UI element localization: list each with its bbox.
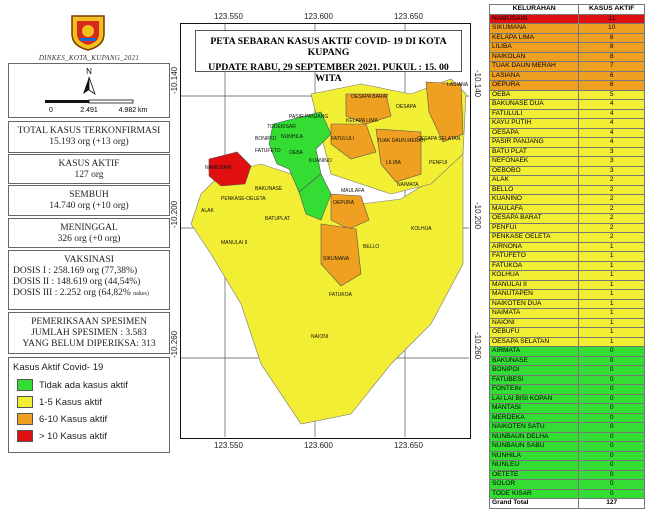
scale-bar-box <box>8 63 170 118</box>
info-panel <box>4 4 170 453</box>
kasus-value: 10 <box>579 24 645 34</box>
place-label: KUANINO <box>309 158 332 164</box>
kelurahan-name: NAIONI <box>490 318 579 328</box>
active-cases-label: KASUS AKTIF <box>58 159 120 169</box>
table-row <box>490 299 645 309</box>
table-row <box>490 62 645 72</box>
kelurahan-name: BAKUNASE DUA <box>490 100 579 110</box>
case-table-wrap <box>489 4 645 507</box>
table-row <box>490 176 645 186</box>
place-label: NAMOSAIN <box>205 165 232 171</box>
kelurahan-name: TUAK DAUN MERAH <box>490 62 579 72</box>
table-row <box>490 252 645 262</box>
specimen-box <box>8 312 170 354</box>
north-arrow-icon <box>83 77 95 94</box>
specimen-pending: YANG BELUM DIPERIKSA: 313 <box>22 339 156 349</box>
table-row <box>490 290 645 300</box>
kelurahan-name: SIKUMANA <box>490 24 579 34</box>
scale-segment <box>45 100 89 103</box>
place-label: SIKUMANA <box>323 256 350 262</box>
kasus-value: 2 <box>579 223 645 233</box>
coord-left-2: -10.260 <box>170 330 179 358</box>
deaths-box <box>8 218 170 248</box>
kasus-value: 0 <box>579 442 645 452</box>
table-row <box>490 404 645 414</box>
kelurahan-name: AIRMATA <box>490 347 579 357</box>
table-row <box>490 261 645 271</box>
legend-swatch <box>17 430 33 442</box>
kelurahan-name: OEBOBO <box>490 166 579 176</box>
table-row <box>490 223 645 233</box>
kelurahan-name: BONIPOI <box>490 366 579 376</box>
table-row <box>490 442 645 452</box>
kasus-value: 0 <box>579 451 645 461</box>
kelurahan-name: FATUFETO <box>490 252 579 262</box>
table-row <box>490 71 645 81</box>
table-row <box>490 461 645 471</box>
deaths-label: MENINGGAL <box>60 223 118 233</box>
place-label: BELLO <box>363 244 380 250</box>
kelurahan-name: BAKUNASE <box>490 356 579 366</box>
north-label: N <box>86 67 92 76</box>
kasus-value: 2 <box>579 195 645 205</box>
map-canvas <box>180 23 471 439</box>
coord-top-2: 123.650 <box>394 12 423 21</box>
kelurahan-name: PENFUI <box>490 223 579 233</box>
kasus-value: 3 <box>579 166 645 176</box>
kelurahan-name: LAI LAI BISI KOPAN <box>490 394 579 404</box>
kelurahan-name: NAIKOTEN SATU <box>490 423 579 433</box>
kasus-value: 1 <box>579 299 645 309</box>
kelurahan-name: FATULULI <box>490 109 579 119</box>
table-row <box>490 195 645 205</box>
kelurahan-name: KAYU PUTIH <box>490 119 579 129</box>
table-row <box>490 366 645 376</box>
scale-label-1: 2.491 <box>80 107 98 114</box>
table-row <box>490 138 645 148</box>
kelurahan-name: FONTEIN <box>490 385 579 395</box>
kelurahan-name: MERDEKA <box>490 413 579 423</box>
place-label: OESAPA <box>396 104 417 110</box>
kelurahan-name: OEPURA <box>490 81 579 91</box>
agency-label: DINKES_KOTA_KUPANG_2021 <box>38 54 140 62</box>
col-kasus-aktif: KASUS AKTIF <box>579 5 645 15</box>
table-row <box>490 52 645 62</box>
kasus-value: 8 <box>579 43 645 53</box>
kasus-value: 0 <box>579 385 645 395</box>
kasus-value: 6 <box>579 71 645 81</box>
kelurahan-name: NUNHILA <box>490 451 579 461</box>
table-row <box>490 166 645 176</box>
kasus-value: 1 <box>579 328 645 338</box>
table-row <box>490 233 645 243</box>
kasus-value: 0 <box>579 423 645 433</box>
kelurahan-name: SOLOR <box>490 480 579 490</box>
table-row <box>490 423 645 433</box>
kasus-value: 1 <box>579 290 645 300</box>
kelurahan-name: PENKASE OELETA <box>490 233 579 243</box>
kasus-value: 3 <box>579 147 645 157</box>
kelurahan-name: KOLHUA <box>490 271 579 281</box>
table-row <box>490 147 645 157</box>
kelurahan-name: NUNBAUN SABU <box>490 442 579 452</box>
legend-label: Tidak ada kasus aktif <box>39 379 128 391</box>
kasus-value: 0 <box>579 413 645 423</box>
place-label: FATUKOA <box>329 292 352 298</box>
table-row <box>490 119 645 129</box>
dose2: DOSIS II : 148.619 org (44,54%) <box>13 277 141 287</box>
deaths-value: 326 org (+0 org) <box>57 234 121 244</box>
kasus-value: 4 <box>579 128 645 138</box>
table-row <box>490 24 645 34</box>
place-label: ALAK <box>201 208 214 214</box>
table-row <box>490 128 645 138</box>
place-label: OESAPA BARAT <box>351 94 389 100</box>
kelurahan-name: NAIKOTEN DUA <box>490 299 579 309</box>
grand-total-label: Grand Total <box>490 499 579 509</box>
kasus-value: 2 <box>579 233 645 243</box>
table-row <box>490 109 645 119</box>
table-row <box>490 271 645 281</box>
kasus-value: 6 <box>579 81 645 91</box>
kasus-value: 0 <box>579 432 645 442</box>
place-label: MAULAFA <box>341 188 365 194</box>
kasus-value: 0 <box>579 375 645 385</box>
kelurahan-name: FATUBESI <box>490 375 579 385</box>
kasus-value: 2 <box>579 214 645 224</box>
table-header-row <box>490 5 645 15</box>
scale-label-0: 0 <box>49 107 53 114</box>
legend <box>8 357 170 453</box>
kelurahan-name: KUANINO <box>490 195 579 205</box>
legend-swatch <box>17 413 33 425</box>
legend-label: 1-5 Kasus aktif <box>39 396 102 408</box>
kelurahan-name: OESAPA <box>490 128 579 138</box>
kelurahan-name: KELAPA LIMA <box>490 33 579 43</box>
kasus-value: 0 <box>579 404 645 414</box>
kupang-emblem-icon <box>66 12 110 52</box>
legend-label: 6-10 Kasus aktif <box>39 413 108 425</box>
kelurahan-name: ALAK <box>490 176 579 186</box>
coord-bottom-1: 123.600 <box>304 441 333 450</box>
table-row <box>490 356 645 366</box>
place-label: NAIMATA <box>397 182 419 188</box>
table-row <box>490 157 645 167</box>
place-label: BONIPOI <box>255 136 276 142</box>
grand-total-value: 127 <box>579 499 645 509</box>
kelurahan-name: PASIR PANJANG <box>490 138 579 148</box>
coord-left-1: -10.200 <box>170 200 179 228</box>
kelurahan-name: NUNLEU <box>490 461 579 471</box>
recovered-label: SEMBUH <box>69 190 109 200</box>
kelurahan-name: TODE KISAR <box>490 489 579 499</box>
legend-item <box>17 379 169 391</box>
table-row <box>490 214 645 224</box>
kelurahan-name: NUNBAUN DELHA <box>490 432 579 442</box>
kelurahan-name: FATUKOA <box>490 261 579 271</box>
coord-right-2: -10.260 <box>473 332 482 360</box>
place-label: FATUFETO <box>255 148 281 154</box>
active-cases-box <box>8 154 170 184</box>
legend-swatch <box>17 396 33 408</box>
kasus-value: 1 <box>579 309 645 319</box>
kelurahan-name: MANTASI <box>490 404 579 414</box>
place-label: PASIR PANJANG <box>289 114 329 120</box>
grand-total-row <box>490 499 645 509</box>
table-row <box>490 318 645 328</box>
place-label: OEPURA <box>333 200 355 206</box>
kelurahan-name: MAULAFA <box>490 204 579 214</box>
kelurahan-name: OETETE <box>490 470 579 480</box>
place-label: PENKASE-OELETA <box>221 196 266 202</box>
kelurahan-name: NAIKOLAN <box>490 52 579 62</box>
table-row <box>490 432 645 442</box>
coord-bottom-0: 123.550 <box>214 441 243 450</box>
active-cases-value: 127 org <box>74 170 104 180</box>
table-row <box>490 14 645 24</box>
place-label: OESAPA SELATAN <box>417 136 461 142</box>
kasus-value: 0 <box>579 470 645 480</box>
table-row <box>490 242 645 252</box>
vaccination-box <box>8 250 170 310</box>
kasus-value: 8 <box>579 52 645 62</box>
table-row <box>490 309 645 319</box>
table-row <box>490 470 645 480</box>
total-cases-label: TOTAL KASUS TERKONFIRMASI <box>17 126 161 136</box>
place-label: MANULAI II <box>221 240 248 246</box>
legend-swatch <box>17 379 33 391</box>
total-cases-box <box>8 121 170 153</box>
kasus-value: 0 <box>579 480 645 490</box>
kasus-value: 0 <box>579 366 645 376</box>
recovered-box <box>8 185 170 216</box>
legend-item <box>17 396 169 408</box>
kasus-value: 0 <box>579 489 645 499</box>
kasus-value: 1 <box>579 280 645 290</box>
kasus-value: 5 <box>579 90 645 100</box>
place-label: BAKUNASE <box>255 186 283 192</box>
table-row <box>490 100 645 110</box>
kelurahan-name: BATU PLAT <box>490 147 579 157</box>
place-label: LASIANA <box>447 82 469 88</box>
kasus-value: 4 <box>579 138 645 148</box>
kasus-value: 11 <box>579 14 645 24</box>
kelurahan-name: NAMOSAIN <box>490 14 579 24</box>
kasus-value: 1 <box>579 318 645 328</box>
kasus-value: 7 <box>579 62 645 72</box>
place-label: NUNHILA <box>281 134 303 140</box>
case-table <box>489 4 645 509</box>
table-row <box>490 33 645 43</box>
place-label: BATUPLAT <box>265 216 291 222</box>
kasus-value: 1 <box>579 242 645 252</box>
place-label: TODEKISAR <box>267 124 296 130</box>
coord-bottom-2: 123.650 <box>394 441 423 450</box>
kasus-value: 4 <box>579 109 645 119</box>
kasus-value: 0 <box>579 394 645 404</box>
table-row <box>490 394 645 404</box>
kelurahan-name: LASIANA <box>490 71 579 81</box>
table-row <box>490 489 645 499</box>
kasus-value: 1 <box>579 261 645 271</box>
kelurahan-name: MANUTAPEN <box>490 290 579 300</box>
kasus-value: 4 <box>579 119 645 129</box>
place-label: TUAK DAUN MERAH <box>377 138 426 144</box>
north-arrow-and-scale <box>9 64 169 117</box>
map-title-line2: UPDATE RABU, 29 SEPTEMBER 2021. PUKUL : 15. 00 WITA <box>208 62 449 84</box>
place-label: PENFUI <box>429 160 448 166</box>
scale-segment <box>89 100 133 103</box>
scale-label-2: 4.982 km <box>118 107 148 114</box>
kelurahan-name: BELLO <box>490 185 579 195</box>
kelurahan-name: OEBA <box>490 90 579 100</box>
table-row <box>490 413 645 423</box>
table-row <box>490 385 645 395</box>
coord-top-1: 123.600 <box>304 12 333 21</box>
kelurahan-name: NEFONAEK <box>490 157 579 167</box>
table-row <box>490 204 645 214</box>
legend-label: > 10 Kasus aktif <box>39 430 107 442</box>
table-row <box>490 347 645 357</box>
table-row <box>490 280 645 290</box>
vaccination-label: VAKSINASI <box>64 255 114 265</box>
kasus-value: 0 <box>579 356 645 366</box>
kelurahan-name: AIRNONA <box>490 242 579 252</box>
kasus-value: 4 <box>579 100 645 110</box>
col-kelurahan: KELURAHAN <box>490 5 579 15</box>
table-row <box>490 375 645 385</box>
map-svg <box>181 24 469 437</box>
table-row <box>490 90 645 100</box>
kasus-value: 2 <box>579 185 645 195</box>
kasus-value: 8 <box>579 33 645 43</box>
kasus-value: 1 <box>579 252 645 262</box>
kelurahan-name: MANULAI II <box>490 280 579 290</box>
place-label: KOLHUA <box>411 226 432 232</box>
legend-title: Kasus Aktif Covid- 19 <box>13 362 104 373</box>
table-row <box>490 185 645 195</box>
table-row <box>490 480 645 490</box>
coord-right-0: -10.140 <box>473 70 482 98</box>
table-row <box>490 81 645 91</box>
table-row <box>490 337 645 347</box>
specimen-count: JUMLAH SPESIMEN : 3.583 <box>31 328 147 338</box>
coord-left-0: -10.140 <box>170 66 179 94</box>
place-label: NAIONI <box>311 334 329 340</box>
place-label: OEBA <box>289 150 303 156</box>
recovered-value: 14.740 org (+10 org) <box>49 201 129 211</box>
kelurahan-name: NAIMATA <box>490 309 579 319</box>
kelurahan-name: LILIBA <box>490 43 579 53</box>
kasus-value: 0 <box>579 461 645 471</box>
kasus-value: 0 <box>579 347 645 357</box>
place-label: LILIBA <box>386 160 402 166</box>
kelurahan-name: OESAPA SELATAN <box>490 337 579 347</box>
kelurahan-name: OEBUFU <box>490 328 579 338</box>
dose1: DOSIS I : 258.169 org (77,38%) <box>13 266 138 276</box>
map-title-line1: PETA SEBARAN KASUS AKTIF COVID- 19 DI KOTA KUPANG <box>210 36 447 58</box>
kasus-value: 3 <box>579 157 645 167</box>
table-row <box>490 451 645 461</box>
kasus-value: 2 <box>579 204 645 214</box>
specimen-label: PEMERIKSAAN SPESIMEN <box>31 317 147 327</box>
map-title-box <box>195 30 462 84</box>
kasus-value: 1 <box>579 271 645 281</box>
total-cases-value: 15.193 org (+13 org) <box>49 137 129 147</box>
kasus-value: 1 <box>579 337 645 347</box>
dose3: DOSIS III : 2.252 org (64,82% nakes) <box>13 288 149 298</box>
legend-item <box>17 413 169 425</box>
legend-item <box>17 430 169 442</box>
kelurahan-name: OESAPA BARAT <box>490 214 579 224</box>
kasus-value: 2 <box>579 176 645 186</box>
coord-top-0: 123.550 <box>214 12 243 21</box>
table-row <box>490 328 645 338</box>
map-frame <box>170 4 483 453</box>
place-label: KELAPA LIMA <box>346 118 378 124</box>
table-row <box>490 43 645 53</box>
place-label: FATULULI <box>331 136 354 142</box>
coord-right-1: -10.200 <box>473 202 482 230</box>
